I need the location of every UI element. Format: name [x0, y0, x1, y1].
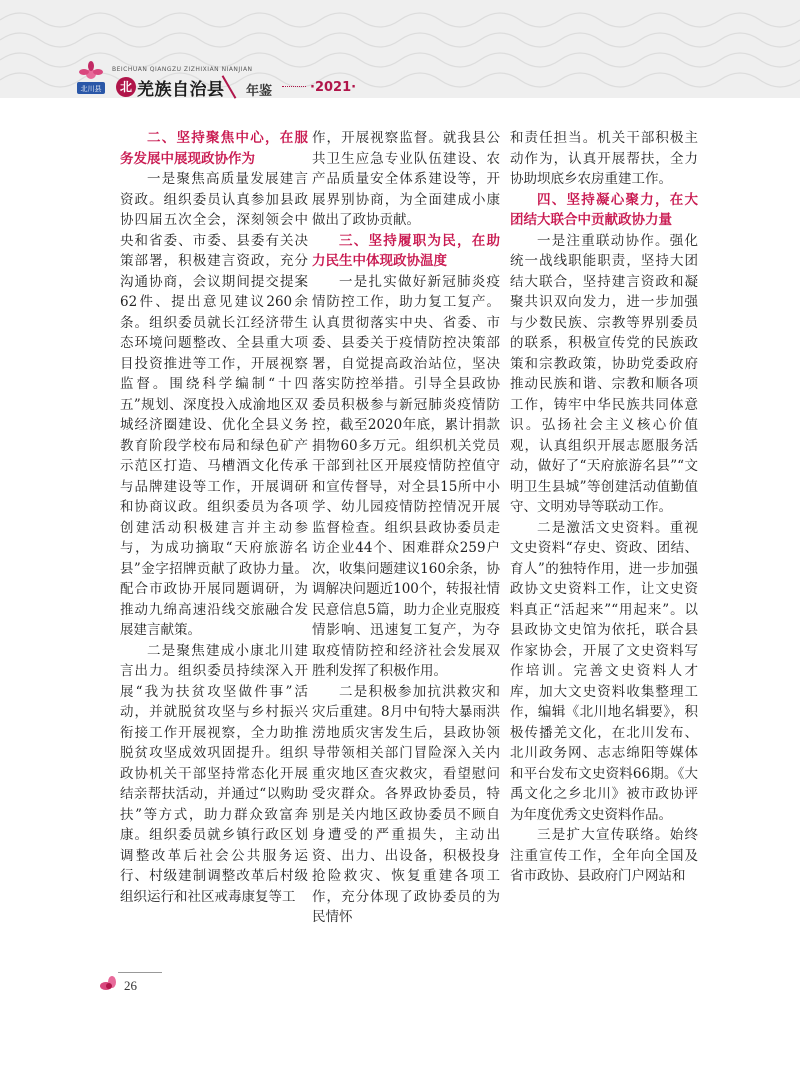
paragraph-continued: 作，开展视察监督。就我县公共卫生应急专业队伍建设、农产品质量安全体系建设等，开展界别协商，为全面建成小康做出了政协贡献。	[312, 130, 500, 228]
paragraph: 一是注重联动协作。强化统一战线职能职责，坚持大团结大联合，坚持建言资政和凝聚共识双向发力，进一步加强与少数民族、宗教等界别委员的联系，积极宣传党的民族政策和宗教政策，协助党委政府推动民族和谐、宗教和顺各项工作，铸牢中华民族共同体意识。弘扬社会主义核心价值观，认真组织开展志愿服务活动，做好了“天府旅游名县”“文明卫生县城”等创建活动值勤值守、文明劝导等联动工作。	[510, 232, 698, 515]
footer-flower-icon	[98, 974, 120, 996]
yearbook-title	[110, 76, 231, 114]
dotted-divider	[282, 86, 306, 91]
year-label: ·2021·	[310, 80, 357, 95]
county-flower-emblem-icon	[74, 60, 108, 100]
section-heading: 四、坚持凝心聚力，在大团结大联合中贡献政协力量	[510, 191, 698, 228]
footer-rule	[118, 972, 162, 973]
text-column-3	[510, 128, 698, 887]
text-column-1	[120, 128, 308, 907]
header-subtitle: BEICHUAN QIANGZU ZIZHIXIAN NIANJIAN	[112, 66, 253, 73]
paragraph: 一是聚焦高质量发展建言资政。组织委员认真参加县政协四届五次全会，深刻领会中央和省委、市委、县委有关决策部署，积极建言资政，充分沟通协商，会议期间提交提案62件、提出意见建议260余条。组织委员就长江经济带生态环境问题整改、全县重大项目投资推进等工作，开展视察监督。围绕科学编制“十四五”规划、深度投入成渝地区双城经济圈建设、优化全县义务教育阶段学校布局和绿色矿产示范区打造、马槽酒文化传承与品牌建设等工作，开展调研和协商议政。组织委员为各项创建活动积极建言并主动参与，为成功摘取“天府旅游名县”金字招牌贡献了政协力量。配合市政协开展同题调研，为推动九绵高速沿线交旅融合发展建言献策。	[120, 171, 308, 638]
yearbook-label: 年鉴	[246, 84, 273, 99]
page-header	[0, 0, 800, 114]
emblem-label: 北川县	[80, 85, 102, 93]
paragraph: 二是积极参加抗洪救灾和灾后重建。8月中旬特大暴雨洪涝地质灾害发生后，县政协领导带领相关部门冒险深入关内重灾地区查灾救灾，看望慰问受灾群众。各界政协委员，特别是关内地区政协委员不顾自身遭受的严重损失，主动出资、出力、出设备，积极投身抢险救灾、恢复重建各项工作，充分体现了政协委员的为民情怀	[312, 683, 500, 925]
paragraph: 二是激活文史资料。重视文史资料“存史、资政、团结、育人”的独特作用，进一步加强政协文史资料工作，让文史资料真正“活起来”“用起来”。以县政协文史馆为依托，联合县作家协会，开展了文史资料写作培训。完善文史资料人才库，加大文史资料收集整理工作，编辑《北川地名辑要》，积极传播羌文化，在北川发布、北川政务网、志志绵阳等媒体和平台发布文史资料66期。《大禹文化之乡北川》被市政协评为年度优秀文史资料作品。	[510, 519, 698, 823]
text-column-2	[312, 128, 500, 928]
paragraph: 三是扩大宣传联络。始终注重宣传工作，全年向全国及省市政协、县政府门户网站和	[510, 827, 698, 884]
paragraph-continued: 和责任担当。机关干部积极主动作为，认真开展帮扶，全力协助坝底乡农房重建工作。	[510, 130, 698, 187]
section-heading: 三、坚持履职为民，在助力民生中体现政协温度	[312, 232, 500, 269]
paragraph: 一是扎实做好新冠肺炎疫情防控工作，助力复工复产。认真贯彻落实中央、省委、市委、县委关于疫情防控决策部署，自觉提高政治站位，坚决落实防控举措。引导全县政协委员积极参与新冠肺炎疫情防控，截至2020年底，累计捐款捐物60多万元。组织机关党员干部到社区开展疫情防控值守和宣传督导，对全县15所中小学、幼儿园疫情防控情况开展监督检查。组织县政协委员走访企业44个、困难群众259户次，收集问题建议160余条，协调解决问题近100个，转报社情民意信息5篇，助力企业克服疫情影响、迅速复工复产，为夺取疫情防控和经济社会发展双胜利发挥了积极作用。	[312, 273, 500, 679]
section-heading: 二、坚持聚焦中心，在服务发展中展现政协作为	[120, 130, 308, 167]
paragraph: 二是聚焦建成小康北川建言出力。组织委员持续深入开展“我为扶贫攻坚做件事”活动，并就脱贫攻坚与乡村振兴衔接工作开展视察，全力助推脱贫攻坚成效巩固提升。组织政协机关干部坚持常态化开展结亲帮扶活动，并通过“以购助扶”等方式，助力群众致富奔康。组织委员就乡镇行政区划调整改革后社会公共服务运行、村级建制调整改革后村级组织运行和社区戒毒康复等工	[120, 642, 308, 905]
title-highlight: 北川	[116, 77, 136, 97]
title-text: 羌族自治县	[137, 79, 225, 100]
page-number: 26	[124, 978, 137, 993]
